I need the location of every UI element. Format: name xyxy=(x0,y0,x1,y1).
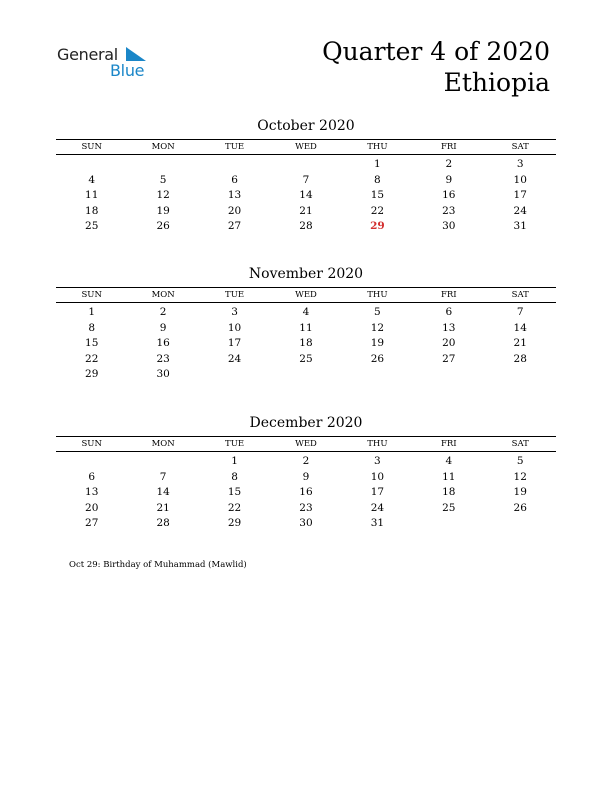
weekday-label: THU xyxy=(367,142,388,152)
day-cell: 3 xyxy=(516,158,524,170)
week-row xyxy=(56,516,556,532)
day-cell: 7 xyxy=(516,306,524,318)
empty-day-cell xyxy=(127,454,198,470)
weekday-label: SAT xyxy=(511,439,529,449)
day-cell: 13 xyxy=(227,189,242,202)
day-cell: 10 xyxy=(513,173,527,186)
day-cell: 15 xyxy=(85,337,99,350)
day-cell: 31 xyxy=(370,517,385,530)
day-cell: 1 xyxy=(231,455,238,467)
day-cell: 22 xyxy=(370,204,385,217)
day-cell: 27 xyxy=(85,517,99,530)
weekday-label: TUE xyxy=(225,439,245,449)
day-cell: 2 xyxy=(445,158,453,170)
weeks xyxy=(56,157,556,235)
day-cell: 4 xyxy=(445,455,453,467)
calendar-grid xyxy=(56,436,556,532)
day-cell: 19 xyxy=(513,486,527,499)
day-cell: 21 xyxy=(299,204,313,217)
empty-day-cell xyxy=(127,157,198,173)
day-cell: 20 xyxy=(85,501,99,514)
day-cell: 14 xyxy=(156,486,170,499)
weekday-label: SAT xyxy=(511,290,529,300)
day-cell: 7 xyxy=(302,173,310,186)
title-country: Ethiopia xyxy=(443,68,550,97)
day-cell: 11 xyxy=(442,470,456,483)
brand-logo xyxy=(57,44,157,84)
day-cell: 9 xyxy=(302,470,310,483)
day-cell: 5 xyxy=(516,455,524,467)
weekday-label: THU xyxy=(367,439,388,449)
day-cell: 6 xyxy=(231,173,238,186)
empty-day-cell xyxy=(413,516,484,532)
calendar-grid xyxy=(56,139,556,235)
weekday-label: TUE xyxy=(225,290,245,300)
empty-day-cell xyxy=(199,367,270,383)
day-cell: 30 xyxy=(299,517,313,530)
empty-day-cell xyxy=(413,367,484,383)
day-cell: 31 xyxy=(513,220,527,233)
day-cell: 21 xyxy=(156,501,170,514)
week-row xyxy=(56,157,556,173)
day-cell: 23 xyxy=(442,204,456,217)
weeks xyxy=(56,454,556,532)
day-cell: 4 xyxy=(88,173,96,186)
day-cell: 16 xyxy=(156,337,170,350)
day-cell: 19 xyxy=(370,337,385,350)
day-cell: 25 xyxy=(85,220,99,233)
weekday-label: FRI xyxy=(440,439,457,449)
empty-day-cell xyxy=(342,367,413,383)
weekday-label: FRI xyxy=(440,142,457,152)
day-cell: 24 xyxy=(227,352,242,365)
holiday-day-cell: 29 xyxy=(370,220,385,233)
weekday-label: TUE xyxy=(225,142,245,152)
day-cell: 26 xyxy=(156,220,170,233)
day-cell: 8 xyxy=(88,321,96,334)
calendar-grid xyxy=(56,287,556,383)
day-cell: 19 xyxy=(156,204,170,217)
weekday-label: SUN xyxy=(81,439,102,449)
empty-day-cell xyxy=(270,367,341,383)
day-cell: 23 xyxy=(156,352,170,365)
day-cell: 6 xyxy=(445,306,453,318)
logo-blue-text: Blue xyxy=(110,61,145,80)
day-cell: 15 xyxy=(370,189,385,202)
day-cell: 28 xyxy=(299,220,313,233)
day-cell: 10 xyxy=(227,321,242,334)
day-cell: 25 xyxy=(299,352,313,365)
day-cell: 20 xyxy=(227,204,242,217)
weekday-label: SUN xyxy=(81,290,102,300)
day-cell: 16 xyxy=(442,189,456,202)
week-row xyxy=(56,501,556,517)
day-cell: 8 xyxy=(231,470,238,483)
weekday-label: SUN xyxy=(81,142,102,152)
month-title: October 2020 xyxy=(257,118,355,134)
week-row xyxy=(56,367,556,383)
day-cell: 26 xyxy=(370,352,385,365)
day-cell: 5 xyxy=(159,173,167,186)
week-row xyxy=(56,188,556,204)
day-cell: 21 xyxy=(513,337,527,350)
day-cell: 22 xyxy=(85,352,99,365)
weekday-label: MON xyxy=(151,439,175,449)
empty-day-cell xyxy=(199,157,270,173)
day-cell: 30 xyxy=(156,368,170,381)
day-cell: 14 xyxy=(513,321,527,334)
week-row xyxy=(56,173,556,189)
weekday-label: WED xyxy=(295,439,317,449)
week-row xyxy=(56,352,556,368)
day-cell: 17 xyxy=(370,486,385,499)
empty-day-cell xyxy=(485,516,556,532)
day-cell: 28 xyxy=(513,352,527,365)
week-row xyxy=(56,321,556,337)
day-cell: 24 xyxy=(370,501,385,514)
day-cell: 29 xyxy=(227,517,242,530)
weekday-header xyxy=(56,437,556,452)
weekday-header xyxy=(56,140,556,155)
week-row xyxy=(56,336,556,352)
day-cell: 29 xyxy=(85,368,99,381)
weekday-header xyxy=(56,288,556,303)
weekday-label: WED xyxy=(295,290,317,300)
month-title: November 2020 xyxy=(248,266,364,282)
week-row xyxy=(56,305,556,321)
month-november xyxy=(56,264,556,383)
day-cell: 2 xyxy=(159,306,167,318)
day-cell: 26 xyxy=(513,501,527,514)
day-cell: 22 xyxy=(227,501,242,514)
week-row xyxy=(56,470,556,486)
day-cell: 3 xyxy=(231,306,238,318)
weekday-label: WED xyxy=(295,142,317,152)
day-cell: 23 xyxy=(299,501,313,514)
day-cell: 27 xyxy=(227,220,242,233)
day-cell: 11 xyxy=(299,321,313,334)
day-cell: 11 xyxy=(85,189,99,202)
day-cell: 4 xyxy=(302,306,310,318)
empty-day-cell xyxy=(485,367,556,383)
weekday-label: MON xyxy=(151,142,175,152)
weekday-label: SAT xyxy=(511,142,529,152)
day-cell: 12 xyxy=(370,321,385,334)
day-cell: 13 xyxy=(85,486,99,499)
day-cell: 6 xyxy=(88,470,96,483)
day-cell: 28 xyxy=(156,517,170,530)
day-cell: 15 xyxy=(227,486,242,499)
day-cell: 16 xyxy=(299,486,313,499)
weekday-label: FRI xyxy=(440,290,457,300)
day-cell: 18 xyxy=(442,486,456,499)
week-row xyxy=(56,485,556,501)
month-title: December 2020 xyxy=(249,415,363,431)
weekday-label: THU xyxy=(367,290,388,300)
page-title xyxy=(322,36,550,98)
day-cell: 18 xyxy=(85,204,99,217)
day-cell: 17 xyxy=(513,189,527,202)
month-october xyxy=(56,116,556,235)
empty-day-cell xyxy=(270,157,341,173)
day-cell: 12 xyxy=(513,470,527,483)
day-cell: 24 xyxy=(513,204,527,217)
day-cell: 9 xyxy=(445,173,453,186)
day-cell: 8 xyxy=(374,173,381,186)
day-cell: 12 xyxy=(156,189,170,202)
day-cell: 1 xyxy=(88,306,96,318)
logo-general-text: General xyxy=(57,45,118,64)
week-row xyxy=(56,219,556,235)
day-cell: 14 xyxy=(299,189,313,202)
week-row xyxy=(56,204,556,220)
month-december xyxy=(56,413,556,532)
day-cell: 17 xyxy=(227,337,242,350)
day-cell: 27 xyxy=(442,352,456,365)
empty-day-cell xyxy=(56,157,127,173)
day-cell: 2 xyxy=(302,455,310,467)
day-cell: 18 xyxy=(299,337,313,350)
day-cell: 30 xyxy=(442,220,456,233)
day-cell: 7 xyxy=(159,470,167,483)
week-row xyxy=(56,454,556,470)
day-cell: 20 xyxy=(442,337,456,350)
weekday-label: MON xyxy=(151,290,175,300)
day-cell: 25 xyxy=(442,501,456,514)
day-cell: 1 xyxy=(374,158,381,170)
day-cell: 9 xyxy=(159,321,167,334)
holiday-note: Oct 29: Birthday of Muhammad (Mawlid) xyxy=(69,560,247,570)
empty-day-cell xyxy=(56,454,127,470)
title-quarter: Quarter 4 of 2020 xyxy=(322,37,550,66)
day-cell: 5 xyxy=(374,306,381,318)
day-cell: 13 xyxy=(442,321,456,334)
day-cell: 3 xyxy=(374,455,381,467)
day-cell: 10 xyxy=(370,470,385,483)
weeks xyxy=(56,305,556,383)
